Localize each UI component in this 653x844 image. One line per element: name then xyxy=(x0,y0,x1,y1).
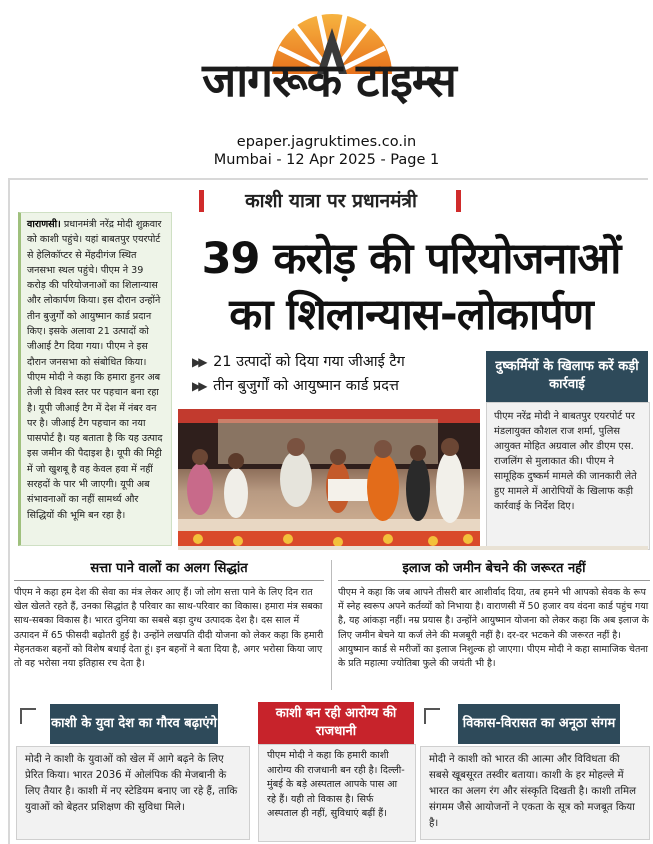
left-rule xyxy=(8,178,10,844)
headline-line-2: का शिलान्यास-लोकार्पण xyxy=(229,290,593,340)
divider xyxy=(338,580,650,581)
bullet-item: ▶▶ तीन बुजुर्गों को आयुष्मान कार्ड प्रदत्त xyxy=(192,378,399,394)
masthead xyxy=(0,0,653,168)
lead-story xyxy=(18,212,172,546)
double-arrow-icon: ▶▶ xyxy=(192,379,205,393)
section-power-principles xyxy=(14,558,324,671)
epaper-url[interactable]: epaper.jagruktimes.co.in xyxy=(236,134,417,150)
story-kicker: काशी यात्रा पर प्रधानमंत्री xyxy=(245,190,417,212)
divider xyxy=(14,580,324,581)
section-title: सत्ता पाने वालों का अलग सिद्धांत xyxy=(90,561,248,576)
box-heading: काशी बन रही आरोग्य की राजधानी xyxy=(258,702,414,744)
double-arrow-icon: ▶▶ xyxy=(192,355,205,369)
box-health xyxy=(258,744,416,842)
kicker-bar-right xyxy=(456,190,461,212)
event-photo xyxy=(178,409,480,547)
dateline: वाराणसी। xyxy=(27,219,61,230)
highlight-bullets xyxy=(192,350,492,398)
sidebar-text: पीएम नरेंद्र मोदी ने बाबतपुर एयरपोर्ट पर मंडलायुक्त कौशल राज शर्मा, पुलिस आयुक्त मोहित अग्रवाल और डीएम एस. राजलिंग से मुलाकात की। पीएम ने सामूहिक दुष्कर्म मामले की जानकारी लेते हुए मामले में आरोपियों के खिलाफ कड़ी कार्रवाई के निर्देश दिए। xyxy=(494,411,637,512)
sidebar-heading: दुष्कर्मियों के खिलाफ करें कड़ी कार्रवाई xyxy=(486,351,648,402)
bullet-item: ▶▶ 21 उत्पादों को दिया गया जीआई टैग xyxy=(192,354,405,370)
corner-mark xyxy=(20,708,36,724)
headline-line-1: 39 करोड़ की परियोजनाओं xyxy=(201,234,621,284)
section-text: पीएम ने कहा कि जब आपने तीसरी बार आशीर्वाद दिया, तब हमने भी आपको सेवक के रूप में स्नेह स्वरूप अपने कर्तव्यों को निभाया है। वाराणसी में 50 हजार वय वंदना कार्ड पहुंच गया है, यह आंकड़ा नहीं। नम्र प्रयास है। उन्होंने आयुष्मान योजना को लेकर कहा कि अब इलाज के लिए जमीन बेचने या कर्ज लेने की मजबूरी नहीं है। दर-दर भटकने की जरूरत नहीं है। आयुष्मान कार्ड से मरीजों का इलाज निशुल्क हो जाएगा। पीएम मोदी ने कहा सामाजिक चेतना के प्रति महात्मा ज्योतिबा फुले की जयंती भी है। xyxy=(338,587,649,670)
top-rule xyxy=(8,178,648,180)
corner-mark xyxy=(424,708,440,724)
sidebar-box xyxy=(486,402,650,550)
box-text: मोदी ने काशी के युवाओं को खेल में आगे बढ़ने के लिए प्रेरित किया। भारत 2036 में ओलंपिक की मेजबानी के लिए तैयार है। काशी में नए स्टेडियम बनाए जा रहे हैं, ताकि युवाओं को बेहतर प्रशिक्षण की सुविधा मिले। xyxy=(25,754,238,813)
edition-info: Mumbai - 12 Apr 2025 - Page 1 xyxy=(213,152,440,168)
box-text: पीएम मोदी ने कहा कि हमारी काशी आरोग्य की राजधानी बन रही है। दिल्ली-मुंबई के बड़े अस्पताल आपके पास आ रहे हैं। यही तो विकास है। सिर्फ अस्पताल ही नहीं, सुविधाएं बढ़ीं हैं। xyxy=(267,750,405,820)
section-treatment xyxy=(338,558,650,671)
box-youth xyxy=(16,746,250,840)
divider xyxy=(178,546,648,550)
stage-photo-illustration xyxy=(178,409,480,547)
column-divider xyxy=(331,560,332,690)
section-title: इलाज को जमीन बेचने की जरूरत नहीं xyxy=(402,561,586,576)
section-text: पीएम ने कहा हम देश की सेवा का मंत्र लेकर आए हैं। जो लोग सत्ता पाने के लिए दिन रात खेल खेलते रहते हैं, उनका सिद्धांत है परिवार का साथ-परिवार का विकास। हमारा मंत्र सबका साथ-सबका विकास है। भारत दुनिया का सबसे बड़ा दुग्ध उत्पादक देश है। दस साल में उत्पादन में 65 फीसदी बढ़ोतरी हुई है। उन्होंने लखपति दीदी योजना को लेकर कहा कि हमारी मेहनतकश बहनों को विशेष बधाई देता हूं। इन बहनों ने बता दिया है, अगर भरोसा किया जाए तो वह भरोसा नया इतिहास रच देता है। xyxy=(14,587,324,670)
box-text: मोदी ने काशी को भारत की आत्मा और विविधता की सबसे खूबसूरत तस्वीर बताया। काशी के हर मोहल्ले में भारत का अलग रंग और संस्कृति दिखती है। काशी तमिल संगमम जैसे आयोजनों ने एकता के सूत्र को मजबूत किया है। xyxy=(429,754,636,829)
box-heading: विकास-विरासत का अनूठा संगम xyxy=(458,704,620,744)
lead-text: प्रधानमंत्री नरेंद्र मोदी शुक्रवार को काशी पहुंचे। यहां बाबतपुर एयरपोर्ट से हेलिकॉप्टर से मेंहदीगंज स्थित जनसभा स्थल पहुंचे। पीएम ने 39 करोड़ की परियोजनाओं का शिलान्यास और लोकार्पण किया। इस दौरान उन्होंने तीन बुजुर्गों को आयुष्मान कार्ड प्रदान किए। इसके अलावा 21 उत्पादों को जीआई टैग दिया गया। पीएम ने इस दौरान जनसभा को संबोधित किया।पीएम मोदी ने कहा कि हमारा हुनर अब तेजी से विश्व स्तर पर पहचान बना रहा है। यूपी जीआई टैग में देश में नंबर वन पर है। जीआई टैग पहचान का नया पासपोर्ट है। यह बताता है कि यह उत्पाद इस जमीन की पैदाइश है। यूपी की मिट्टी में जो खुशबू है वह केवल हवा में नहीं सरहदों के पार भी जाएगी। यूपी अब संभावनाओं का नहीं सामर्थ्य और सिद्धियों की भूमि बन रहा है। xyxy=(27,219,163,521)
newspaper-brand: जागरूक टाइम्स xyxy=(202,53,456,107)
box-heritage xyxy=(420,746,650,840)
box-heading: काशी के युवा देश का गौरव बढ़ाएंगे xyxy=(50,704,218,744)
